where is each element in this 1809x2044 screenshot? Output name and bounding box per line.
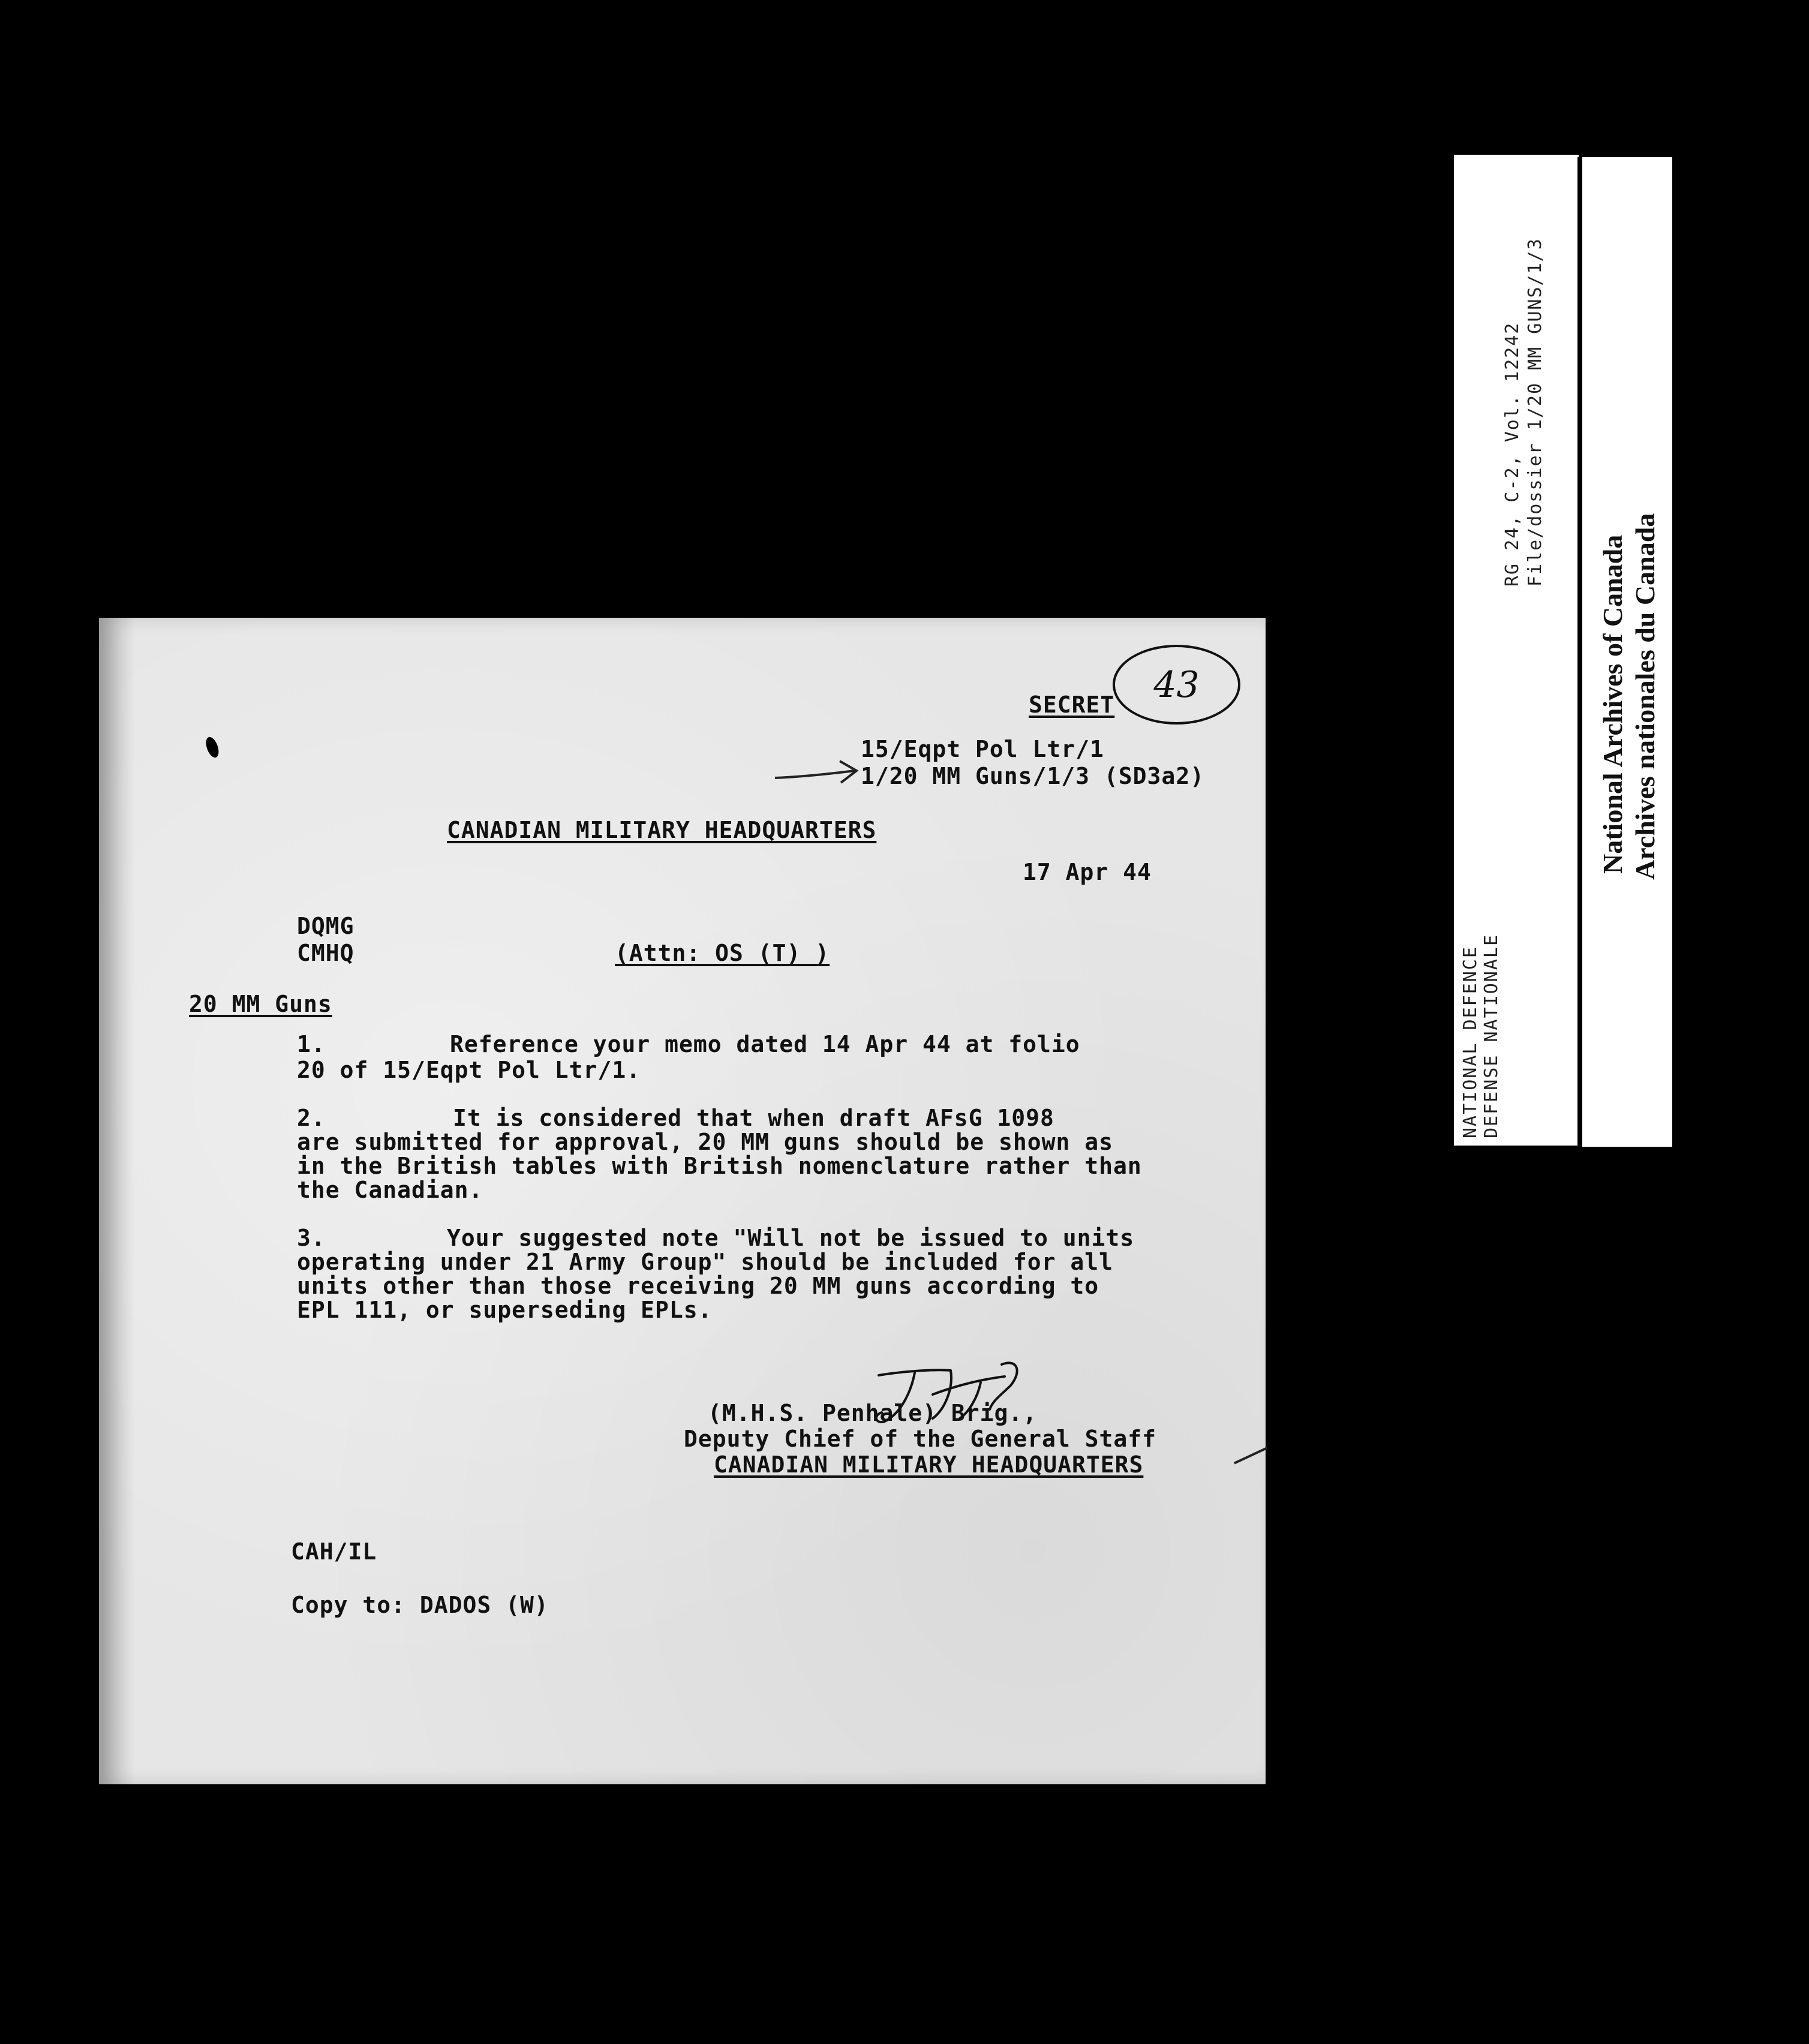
archives-name-french: Archives nationales du Canada [1630, 513, 1660, 880]
attention-line: (Attn: OS (T) ) [615, 940, 830, 966]
arrow-icon [774, 759, 861, 789]
paragraph-3-line-4: EPL 111, or superseding EPLs. [297, 1297, 713, 1323]
letterhead: CANADIAN MILITARY HEADQUARTERS [447, 817, 877, 843]
addressee-line-2: CMHQ [297, 940, 354, 966]
punch-hole-mark [203, 735, 221, 759]
addressee-line-1: DQMG [297, 913, 354, 939]
archive-ref-line-2: File/dossier 1/20 MM GUNS/1/3 [1525, 238, 1546, 587]
signatory-organization: CANADIAN MILITARY HEADQUARTERS [714, 1451, 1144, 1478]
paragraph-1-number: 1. [297, 1031, 326, 1057]
paragraph-2-number: 2. [297, 1105, 326, 1131]
date: 17 Apr 44 [1023, 859, 1152, 885]
archive-institution-strip [1577, 157, 1672, 1147]
paragraph-3-line-3: units other than those receiving 20 MM guns according to [297, 1273, 1099, 1299]
copy-to-line: Copy to: DADOS (W) [291, 1592, 549, 1618]
archive-ref-line-3: NATIONAL DEFENCE [1460, 946, 1481, 1138]
classification-stamp: SECRET [1029, 692, 1115, 718]
paragraph-1-line-1: Reference your memo dated 14 Apr 44 at folio [450, 1031, 1080, 1057]
paragraph-3-line-1: Your suggested note "Will not be issued to units [447, 1225, 1135, 1251]
archive-reference-strip [1454, 155, 1579, 1146]
paragraph-1-line-2: 20 of 15/Eqpt Pol Ltr/1. [297, 1057, 641, 1083]
signatory-name: (M.H.S. Penhale) Brig., [708, 1400, 1038, 1426]
paragraph-3-number: 3. [297, 1225, 326, 1251]
stray-pen-mark [1234, 1447, 1267, 1465]
archive-ref-line-1: RG 24, C-2, Vol. 12242 [1502, 321, 1523, 587]
paragraph-2-line-3: in the British tables with British nomenclature rather than [297, 1153, 1142, 1179]
archive-ref-line-4: DEFENSE NATIONALE [1481, 933, 1502, 1138]
file-reference-2: 1/20 MM Guns/1/3 (SD3a2) [861, 763, 1205, 789]
paragraph-2-line-2: are submitted for approval, 20 MM guns should be shown as [297, 1129, 1114, 1155]
archives-name-english: National Archives of Canada [1597, 534, 1628, 874]
paragraph-3-line-2: operating under 21 Army Group" should be included for all [297, 1249, 1114, 1275]
paragraph-2-line-4: the Canadian. [297, 1177, 483, 1203]
file-reference-1: 15/Eqpt Pol Ltr/1 [861, 736, 1104, 762]
reference-initials: CAH/IL [291, 1538, 377, 1565]
document-page [99, 618, 1266, 1784]
folio-number: 43 [1113, 645, 1240, 725]
signatory-title: Deputy Chief of the General Staff [684, 1426, 1156, 1452]
paragraph-2-line-1: It is considered that when draft AFsG 1098 [453, 1105, 1054, 1131]
subject-line: 20 MM Guns [189, 991, 332, 1017]
